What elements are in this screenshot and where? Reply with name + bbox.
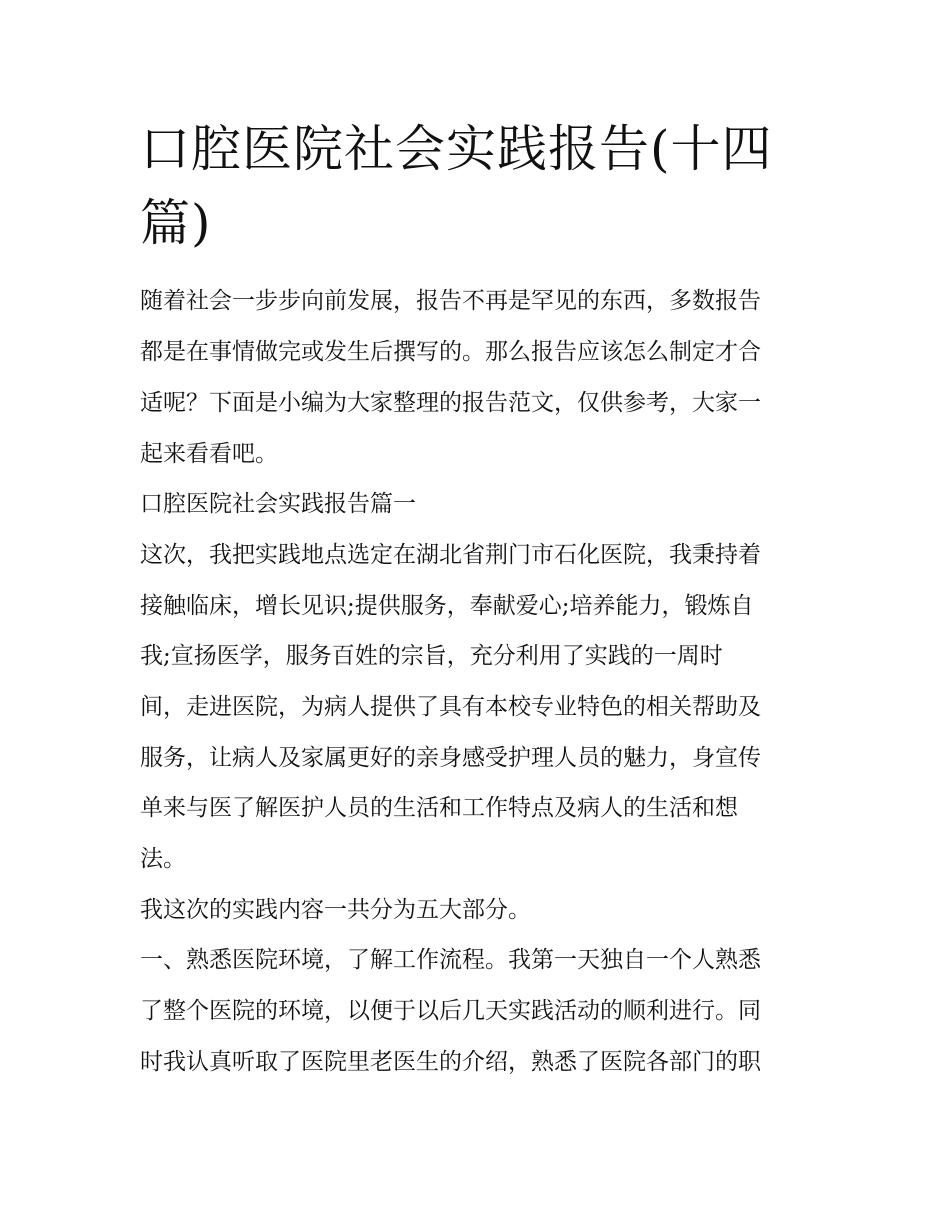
body-line-11: 单来与医了解医护人员的生活和工作特点及病人的生活和想 <box>140 795 738 821</box>
body-line-9: 间，走进医院，为病人提供了具有本校专业特色的相关帮助及 <box>140 694 761 720</box>
body-line-10: 服务，让病人及家属更好的亲身感受护理人员的魅力，身宣传 <box>140 745 761 771</box>
body-line-6: 这次，我把实践地点选定在湖北省荆门市石化医院，我秉持着 <box>140 542 761 568</box>
document-title <box>140 112 780 260</box>
body-line-15: 了整个医院的环境，以便于以后几天实践活动的顺利进行。同 <box>140 998 761 1024</box>
title-line-2: 篇) <box>140 194 212 252</box>
section-heading: 口腔医院社会实践报告篇一 <box>140 491 416 517</box>
body-line-3: 适呢？下面是小编为大家整理的报告范文，仅供参考，大家一 <box>140 390 761 416</box>
body-line-13: 我这次的实践内容一共分为五大部分。 <box>140 897 531 923</box>
body-line-2: 都是在事情做完或发生后撰写的。那么报告应该怎么制定才合 <box>140 339 761 365</box>
body-line-8: 我;宣扬医学，服务百姓的宗旨，充分利用了实践的一周时 <box>140 643 723 669</box>
body-line-16: 时我认真听取了医院里老医生的介绍，熟悉了医院各部门的职 <box>140 1049 761 1075</box>
body-line-7: 接触临床，增长见识;提供服务，奉献爱心;培养能力，锻炼自 <box>140 593 754 619</box>
body-line-14: 一、熟悉医院环境，了解工作流程。我第一天独自一个人熟悉 <box>140 947 761 973</box>
title-line-1: 口腔医院社会实践报告(十四 <box>140 120 773 178</box>
body-line-1: 随着社会一步步向前发展，报告不再是罕见的东西，多数报告 <box>140 288 761 314</box>
body-line-12: 法。 <box>140 846 186 872</box>
body-line-4: 起来看看吧。 <box>140 441 278 467</box>
